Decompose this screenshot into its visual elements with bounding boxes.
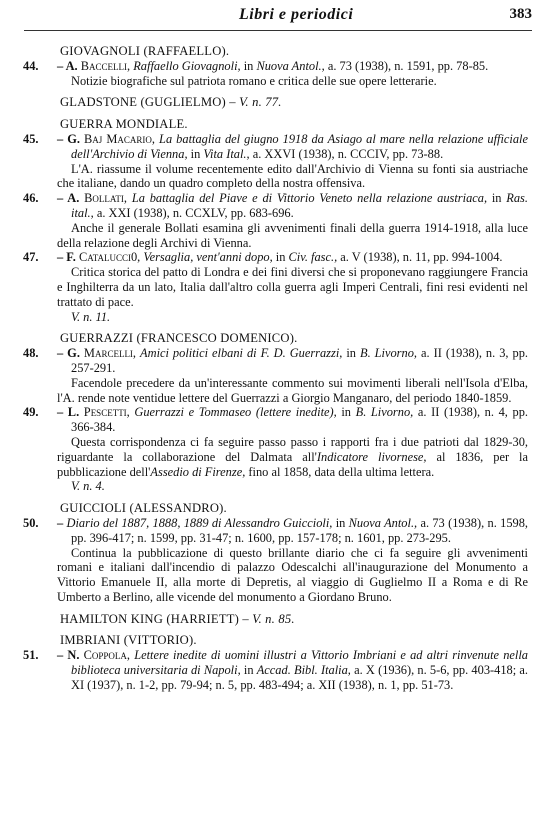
- running-title: Libri e periodici: [239, 6, 354, 23]
- note-text: Questa corrispondenza ci fa seguire passo passo i rapporti fra i due patrioti dal 1829-30, riguardante la collaborazione del Dalmata all': [57, 434, 528, 464]
- entry-47-cross-reference: V. n. 11.: [71, 309, 111, 324]
- entry-citation: a. 73 (1938), n. 1598, pp. 396-417; n. 1599, pp. 31-47; n. 1600, pp. 157-178; n. 1601, pp. 273-295.: [71, 515, 529, 545]
- cross-reference: V. n. 85.: [248, 611, 295, 626]
- entry-journal: B. Livorno,: [360, 346, 417, 361]
- entry-initial: – G.: [57, 346, 80, 361]
- entry-number: 46.: [23, 191, 39, 206]
- entry-44-note: Notizie biografiche sul patriota romano e critica delle sue opere letterarie.: [71, 73, 437, 88]
- entry-title: Diario del 1887, 1888, 1889 di Alessandro Guiccioli,: [66, 515, 333, 530]
- entry-initial: – G.: [57, 131, 80, 146]
- section-heading-gladstone: [60, 95, 528, 110]
- entry-50-note: Continua la pubblicazione di questo brillante diario che ci fa seguire gli avvenimenti romani e italiani dall'incendio di palazzo Odescalchi all'inaugurazione del Monumento a Vittorio Emanuele II, alla morte di Depretis, al viaggio di Guglielmo II a Roma e di Re Umberto a Berlino, alle vicende del monumento a Giordano Bruno.: [57, 545, 528, 604]
- entry-author: Baccelli,: [80, 58, 131, 73]
- entry-author: Coppola,: [83, 648, 131, 663]
- entry-citation: a. XXVI (1938), n. CCCIV, pp. 73-88.: [249, 146, 444, 161]
- entry-46-note: Anche il generale Bollati esamina gli avvenimenti finali della guerra 1914-1918, alla luce della relazione degli Archivi di Vienna.: [57, 220, 528, 250]
- cross-reference: V. n. 77.: [235, 95, 282, 110]
- entry-title: Guerrazzi e Tommaseo (lettere inedite),: [134, 405, 337, 420]
- page-body: [23, 44, 528, 693]
- entry-journal: B. Livorno,: [355, 405, 414, 420]
- entry-45: [23, 132, 528, 162]
- note-italic-title: Assedio di Firenze,: [150, 464, 246, 479]
- entry-number: 47.: [23, 250, 39, 265]
- section-heading-giovagnoli: GIOVAGNOLI (RAFFAELLO).: [60, 44, 230, 58]
- entry-number: 50.: [23, 515, 39, 530]
- entry-initial: – F.: [57, 250, 76, 265]
- entry-journal: Accad. Bibl. Italia,: [256, 663, 351, 678]
- entry-title: Versaglia, vent'anni dopo,: [143, 250, 273, 265]
- section-heading-guerrazzi: GUERRAZZI (FRANCESCO DOMENICO).: [60, 331, 298, 346]
- entry-journal: Civ. fasc.,: [288, 250, 338, 265]
- note-text: al 1836, per la pubblicazione dell': [57, 449, 528, 479]
- entry-51: [23, 648, 528, 692]
- entry-49: [23, 405, 528, 435]
- entry-number: 45.: [23, 131, 39, 146]
- entry-citation: a. XXI (1938), n. CCXLV, pp. 683-696.: [93, 205, 294, 220]
- entry-initial: – N.: [57, 648, 80, 663]
- entry-in: in: [240, 663, 257, 678]
- entry-citation: a. X (1936), n. 5-6, pp. 403-418; a. XI (1937), n. 1-2, pp. 79-94; n. 5, pp. 483-494; a. XII (1938), n. 1, pp. 51-73.: [71, 663, 528, 692]
- entry-author: Bollati,: [84, 191, 128, 206]
- section-heading-hamilton-king: [60, 612, 528, 627]
- entry-title: La battaglia del Piave e di Vittorio Veneto nella relazione austriaca,: [131, 191, 488, 206]
- header-rule: [24, 30, 532, 31]
- page-number: 383: [509, 6, 532, 22]
- entry-journal: Vita Ital.,: [203, 146, 250, 161]
- entry-number: 51.: [23, 648, 39, 663]
- section-heading-guerra-mondiale: GUERRA MONDIALE.: [60, 117, 188, 132]
- entry-citation: a. V (1938), n. 11, pp. 994-1004.: [337, 250, 503, 265]
- entry-in: in: [336, 405, 356, 420]
- entry-citation: a. II (1938), n. 4, pp. 366-384.: [71, 405, 528, 435]
- entry-journal: Ras. ital.,: [71, 191, 528, 220]
- entry-journal: Nuova Antol.,: [348, 515, 418, 530]
- note-italic-title: Indicatore livornese,: [316, 449, 427, 464]
- heading-text: GLADSTONE (GUGLIELMO) –: [60, 95, 236, 110]
- entry-title: Raffaello Giovagnoli,: [133, 58, 241, 73]
- entry-47: [23, 250, 528, 265]
- entry-46: [23, 191, 528, 221]
- entry-number: 49.: [23, 405, 39, 420]
- entry-author: Pescetti,: [83, 405, 130, 420]
- entry-44: [23, 59, 528, 74]
- entry-number: 48.: [23, 346, 39, 361]
- heading-text: HAMILTON KING (HARRIETT) –: [60, 611, 249, 626]
- entry-in: in: [332, 515, 349, 530]
- entry-in: in: [342, 346, 360, 361]
- entry-initial: – A.: [57, 58, 78, 73]
- entry-48-note: Facendole precedere da un'interessante commento sui movimenti liberali nell'Isola d'Elba, l'A. rende note ventidue lettere del Guerrazzi a Giorgio Manganaro, del periodo 1840-1859.: [57, 375, 528, 405]
- section-heading-imbriani: IMBRIANI (VITTORIO).: [60, 633, 197, 648]
- entry-journal: Nuova Antol.,: [256, 58, 325, 73]
- entry-in: in: [240, 58, 257, 73]
- entry-title: Lettere inedite di uomini illustri a Vittorio Imbriani e ad altri rinvenute nella biblioteca universitaria di Napoli,: [71, 648, 528, 678]
- entry-49-note: [23, 435, 528, 479]
- entry-49-cross-reference: V. n. 4.: [71, 479, 105, 494]
- note-text: fino al 1858, data della ultima lettera.: [245, 464, 435, 479]
- section-heading-guiccioli: GUICCIOLI (ALESSANDRO).: [60, 501, 227, 516]
- entry-47-note: Critica storica del patto di Londra e dei fini diversi che si proponevano raggiungere Francia e Inghilterra da un lato, Italia dall'altro colla guerra agli Imperi Centrali, fini resi evidenti nel trattato di pace.: [57, 265, 528, 309]
- entry-title: Amici politici elbani di F. D. Guerrazzi,: [140, 346, 343, 361]
- entry-initial: – L.: [57, 405, 80, 420]
- entry-citation: a. 73 (1938), n. 1591, pp. 78-85.: [324, 58, 489, 73]
- entry-title: La battaglia del giugno 1918 da Asiago al mare nella relazione ufficiale dell'Archivio di Vienna,: [71, 131, 529, 161]
- entry-50: [23, 516, 528, 546]
- entry-initial: – A.: [57, 191, 80, 206]
- entry-author: Marcelli,: [83, 346, 137, 361]
- entry-author: Baj Macario,: [84, 131, 155, 146]
- entry-author: Catalucci0,: [78, 250, 141, 265]
- running-header: [24, 6, 532, 28]
- entry-number: 44.: [23, 58, 39, 73]
- entry-in: in: [272, 250, 289, 265]
- entry-in: in: [487, 191, 507, 206]
- entry-in: in: [187, 146, 204, 161]
- entry-dash: –: [57, 515, 64, 530]
- entry-48: [23, 346, 528, 376]
- entry-citation: a. II (1938), n. 3, pp. 257-291.: [71, 346, 528, 375]
- entry-45-note: L'A. riassume il volume recentemente edito dall'Archivio di Vienna su fonti sia austriache che italiane, dando un quadro completo della nostra offensiva.: [57, 161, 528, 191]
